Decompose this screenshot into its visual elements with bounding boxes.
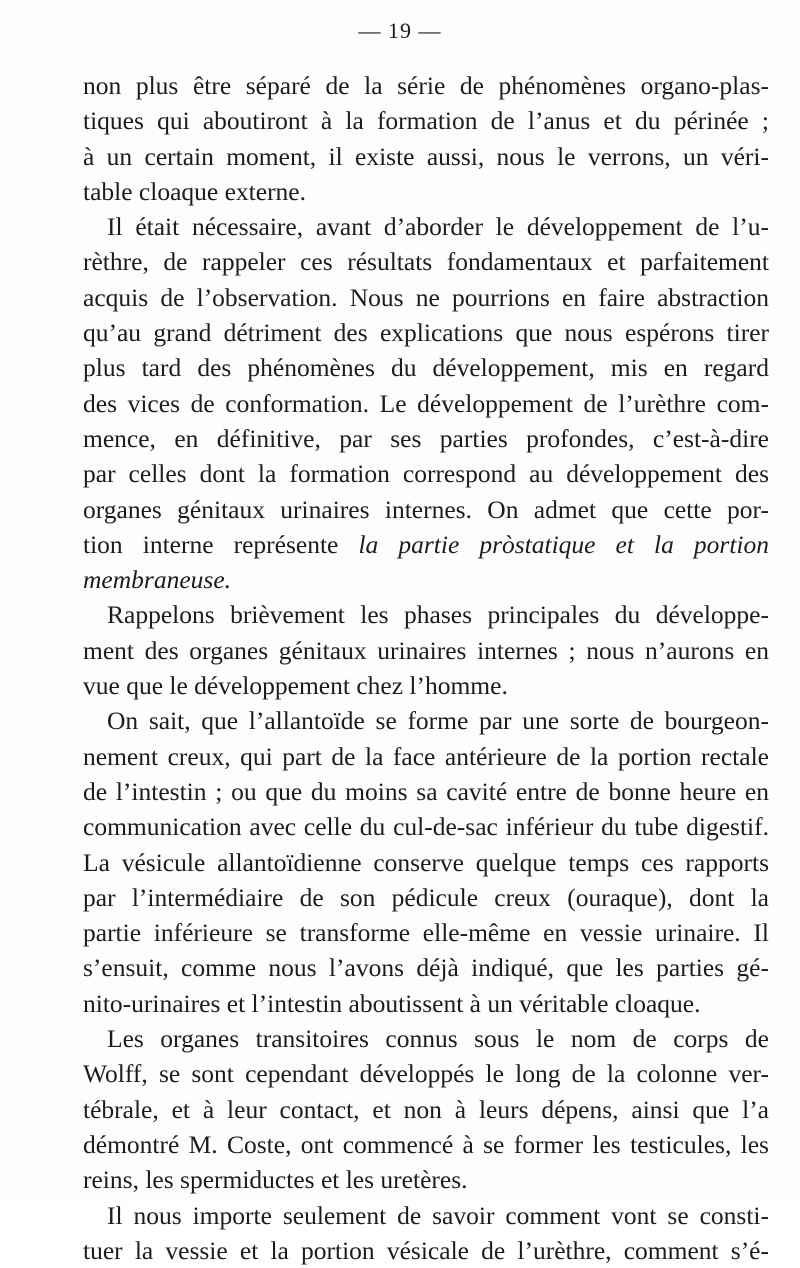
- text-line: [83, 986, 769, 1021]
- text-line: [83, 809, 769, 844]
- text-line: [83, 703, 769, 738]
- text-line: [83, 880, 769, 915]
- text-line: [83, 103, 769, 138]
- line-text: s’ensuit, comme nous l’avons déjà indiqué, que les parties gé-: [83, 953, 769, 983]
- italic-text: la partie pròstatique et la portion: [358, 529, 769, 559]
- line-text: reins, les spermiductes et les uretères.: [83, 1165, 468, 1195]
- line-text: Les organes transitoires connus sous le nom de corps de: [107, 1024, 769, 1054]
- line-text: partie inférieure se transforme elle-même en vessie urinaire. Il: [83, 918, 769, 948]
- line-text: Il nous importe seulement de savoir comment vont se consti-: [107, 1200, 769, 1230]
- line-text: des vices de conformation. Le développement de l’urèthre com-: [83, 388, 769, 418]
- text-line: [83, 668, 769, 703]
- line-text: de l’intestin ; ou que du moins sa cavité entre de bonne heure en: [83, 776, 769, 806]
- text-line: [83, 1127, 769, 1162]
- line-text: non plus être séparé de la série de phénomènes organo-plas-: [83, 71, 769, 100]
- text-line: [83, 845, 769, 880]
- line-text: acquis de l’observation. Nous ne pourrions en faire abstraction: [83, 282, 769, 312]
- text-line: [83, 350, 769, 385]
- line-text: Rappelons brièvement les phases principales du développe-: [107, 600, 769, 630]
- text-line: [83, 456, 769, 491]
- line-text: communication avec celle du cul-de-sac inférieur du tube digestif.: [83, 812, 769, 842]
- line-text: à un certain moment, il existe aussi, nous le verrons, un véri-: [83, 141, 769, 171]
- text-line: [83, 209, 769, 244]
- line-text: démontré M. Coste, ont commencé à se former les testicules, les: [83, 1129, 769, 1159]
- text-line: [83, 597, 769, 632]
- italic-text: membraneuse.: [83, 565, 232, 595]
- line-text: nement creux, qui part de la face antérieure de la portion rectale: [83, 741, 769, 771]
- line-text: tuer la vessie et la portion vésicale de l’urèthre, comment s’é-: [83, 1235, 769, 1265]
- text-line: [83, 315, 769, 350]
- text-line: [83, 950, 769, 985]
- text-line: [83, 421, 769, 456]
- line-text: plus tard des phénomènes du développement, mis en regard: [83, 353, 769, 383]
- text-line: [83, 774, 769, 809]
- line-text: organes génitaux urinaires internes. On admet que cette por-: [83, 494, 769, 524]
- line-text: vue que le développement chez l’homme.: [83, 671, 508, 701]
- text-line: [83, 739, 769, 774]
- text-line: [83, 562, 769, 597]
- text-line: [83, 1162, 769, 1197]
- text-line: [83, 915, 769, 950]
- line-text: rèthre, de rappeler ces résultats fondamentaux et parfaitement: [83, 247, 769, 277]
- line-text: tébrale, et à leur contact, et non à leurs dépens, ainsi que l’a: [83, 1094, 769, 1124]
- text-line: [83, 68, 769, 103]
- text-line: [83, 1092, 769, 1127]
- page-number: — 19 —: [358, 18, 442, 43]
- text-line: [83, 527, 769, 562]
- text-line: [83, 492, 769, 527]
- line-text: nito-urinaires et l’intestin aboutissent à un véritable cloaque.: [83, 988, 701, 1018]
- text-line: [83, 633, 769, 668]
- line-text: La vésicule allantoïdienne conserve quelque temps ces rapports: [83, 847, 769, 877]
- line-text: On sait, que l’allantoïde se forme par une sorte de bourgeon-: [107, 706, 769, 736]
- line-text: Il était nécessaire, avant d’aborder le développement de l’u-: [107, 212, 769, 242]
- text-line: [83, 1056, 769, 1091]
- text-line: [83, 139, 769, 174]
- text-line: [83, 244, 769, 279]
- line-text: Wolff, se sont cependant développés le long de la colonne ver-: [83, 1059, 769, 1089]
- line-text: par l’intermédiaire de son pédicule creux (ouraque), dont la: [83, 882, 769, 912]
- text-line: [83, 174, 769, 209]
- line-text: mence, en définitive, par ses parties profondes, c’est-à-dire: [83, 423, 769, 453]
- line-text: table cloaque externe.: [83, 176, 307, 206]
- line-text: tiques qui aboutiront à la formation de l’anus et du périnée ;: [83, 106, 769, 136]
- text-line: [83, 1233, 769, 1268]
- text-line: [83, 1021, 769, 1056]
- line-text: tion interne représente: [83, 529, 339, 559]
- text-line: [83, 386, 769, 421]
- body-text: [83, 68, 769, 1268]
- line-text: ment des organes génitaux urinaires internes ; nous n’aurons en: [83, 635, 769, 665]
- text-line: [83, 280, 769, 315]
- line-text: qu’au grand détriment des explications que nous espérons tirer: [83, 318, 769, 348]
- line-text: par celles dont la formation correspond au développement des: [83, 459, 769, 489]
